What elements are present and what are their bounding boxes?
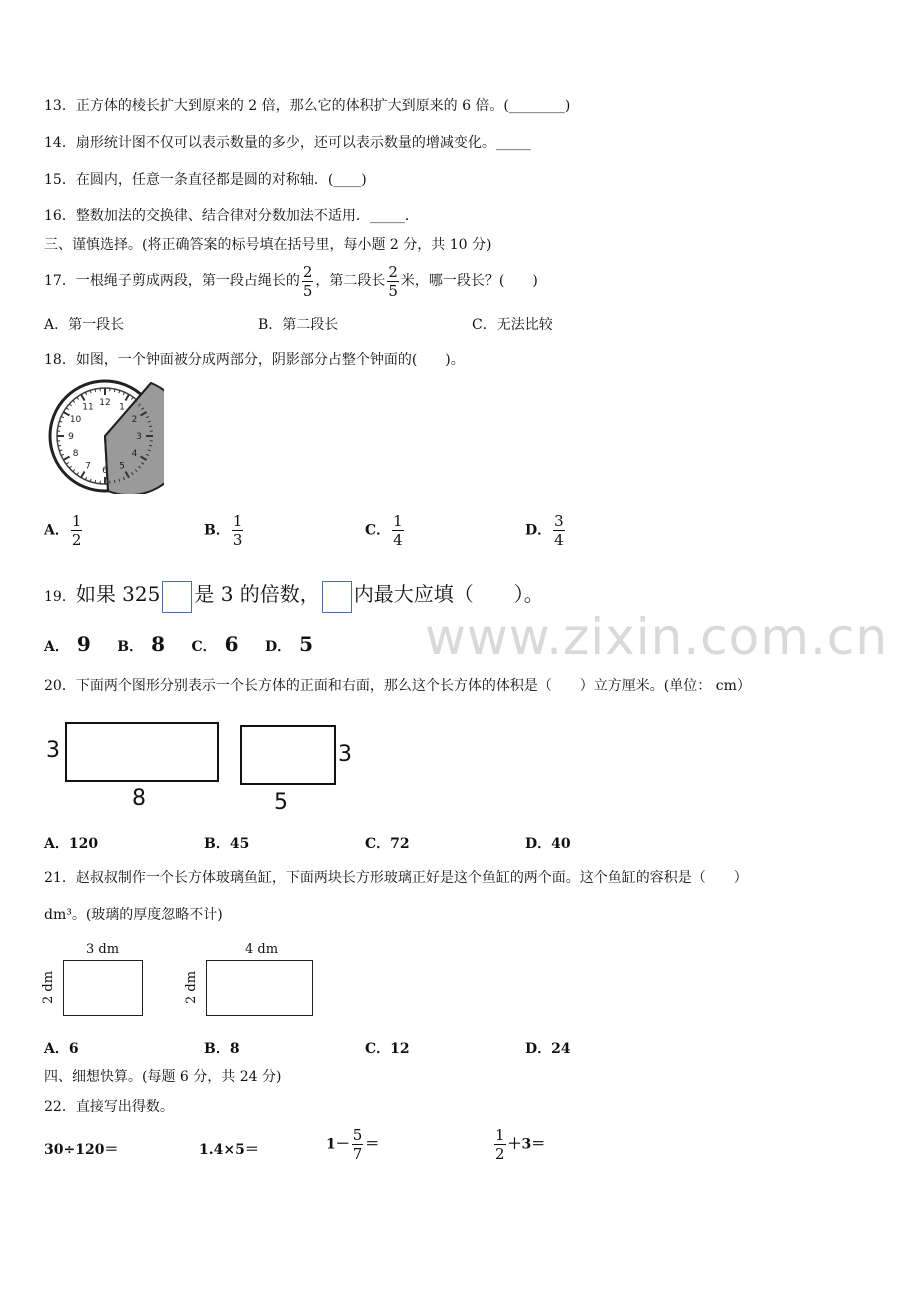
clock-number: 7	[85, 461, 91, 472]
question-19: 19．如果 325 是 3 的倍数， 内最大应填（ ）。	[44, 576, 544, 615]
q19-options: A． 9 B． 8 C． 6 D． 5	[44, 632, 314, 656]
blank-box-2	[322, 581, 352, 613]
question-22: 22．直接写出得数。	[44, 1099, 174, 1115]
clock-number: 5	[119, 461, 125, 472]
side-height-label: 3	[338, 742, 352, 767]
question-21-line-1: 21．赵叔叔制作一个长方体玻璃鱼缸，下面两块长方形玻璃正好是这个鱼缸的两个面。这个鱼缸的容积是（ ）	[44, 870, 748, 886]
clock-tick	[58, 426, 61, 427]
question-14: 14．扇形统计图不仅可以表示数量的多少，还可以表示数量的增减变化。_____	[44, 135, 531, 151]
front-face-rect	[65, 722, 219, 782]
q21-option-d: D．24	[525, 1041, 571, 1057]
question-13: 13．正方体的棱长扩大到原来的 2 倍，那么它的体积扩大到原来的 6 倍。(________)	[44, 98, 571, 114]
clock-face-figure	[48, 378, 164, 494]
rect2-side-label: 2 dm	[184, 970, 200, 1005]
section-3-heading: 三、谨慎选择。(将正确答案的标号填在括号里，每小题 2 分，共 10 分)	[44, 237, 492, 253]
clock-number: 9	[68, 432, 74, 442]
q20-option-b: B．45	[204, 836, 250, 852]
q17-option-a: A．第一段长	[44, 317, 125, 333]
blank-box-1	[162, 581, 192, 613]
clock-number: 12	[99, 398, 111, 408]
clock-tick	[58, 445, 61, 446]
q18-option-c: C． $\frac{1}{4}$	[365, 512, 403, 549]
side-face-rect	[240, 725, 336, 785]
q17-fraction-1: $\frac{2}{5}$	[302, 262, 313, 300]
clock-tick	[149, 445, 152, 446]
q18-option-a: A． $\frac{1}{2}$	[44, 512, 82, 549]
question-17	[44, 258, 538, 304]
clock-tick	[114, 480, 115, 483]
q17-option-c: C．无法比较	[472, 317, 553, 333]
expr-3: 1－ $\frac{5}{7}$ ＝	[326, 1126, 380, 1163]
question-16: 16．整数加法的交换律、结合律对分数加法不适用．_____．	[44, 208, 419, 224]
side-length-label: 5	[274, 790, 288, 815]
expr-2: 1.4×5＝	[199, 1142, 259, 1158]
clock-tick	[149, 426, 152, 427]
clock-number: 4	[131, 449, 138, 459]
q20-option-c: C．72	[365, 836, 410, 852]
question-18: 18．如图，一个钟面被分成两部分，阴影部分占整个钟面的( )。	[44, 352, 465, 368]
clock-number: 10	[69, 415, 82, 425]
question-21-line-2: dm³。(玻璃的厚度忽略不计)	[44, 907, 223, 923]
rect1-side-label: 2 dm	[41, 970, 57, 1005]
clock-number: 1	[119, 402, 125, 413]
watermark: www.zixin.com.cn	[425, 608, 889, 666]
glass-panel-2	[206, 960, 313, 1016]
clock-tick	[114, 389, 115, 392]
rect1-top-label: 3 dm	[86, 942, 120, 957]
q21-option-c: C．12	[365, 1041, 410, 1057]
section-4-heading: 四、细想快算。(每题 6 分，共 24 分)	[44, 1069, 282, 1085]
q21-option-a: A．6	[44, 1041, 79, 1057]
q17-option-b: B．第二段长	[258, 317, 339, 333]
q17-text-post: 米，哪一段长？( )	[400, 273, 538, 289]
q18-option-b: B． $\frac{1}{3}$	[204, 512, 243, 549]
q17-text-mid: ，第二段长	[315, 273, 386, 289]
clock-tick	[95, 480, 96, 483]
rect2-top-label: 4 dm	[245, 942, 279, 957]
q17-text-pre: 17．一根绳子剪成两段，第一段占绳长的	[44, 273, 300, 289]
clock-number: 11	[82, 402, 94, 413]
question-15: 15．在圆内，任意一条直径都是圆的对称轴．(____)	[44, 172, 367, 188]
q17-fraction-2: $\frac{2}{5}$	[388, 262, 398, 300]
q21-option-b: B．8	[204, 1041, 240, 1057]
q20-option-a: A．120	[44, 836, 99, 852]
front-height-label: 3	[46, 738, 60, 763]
clock-tick	[95, 389, 96, 392]
expr-4: $\frac{1}{2}$ ＋3＝	[495, 1126, 546, 1163]
clock-number: 6	[102, 466, 108, 476]
clock-number: 8	[72, 449, 79, 459]
front-length-label: 8	[132, 786, 146, 811]
q20-option-d: D．40	[525, 836, 571, 852]
clock-number: 3	[136, 432, 142, 442]
expr-1: 30÷120＝	[44, 1142, 119, 1158]
q18-option-d: D． $\frac{3}{4}$	[525, 512, 564, 549]
glass-panel-1	[63, 960, 143, 1016]
clock-number: 2	[131, 415, 138, 425]
question-20: 20．下面两个图形分别表示一个长方体的正面和右面，那么这个长方体的体积是（ ）立方厘米。(单位： cm）	[44, 678, 751, 694]
